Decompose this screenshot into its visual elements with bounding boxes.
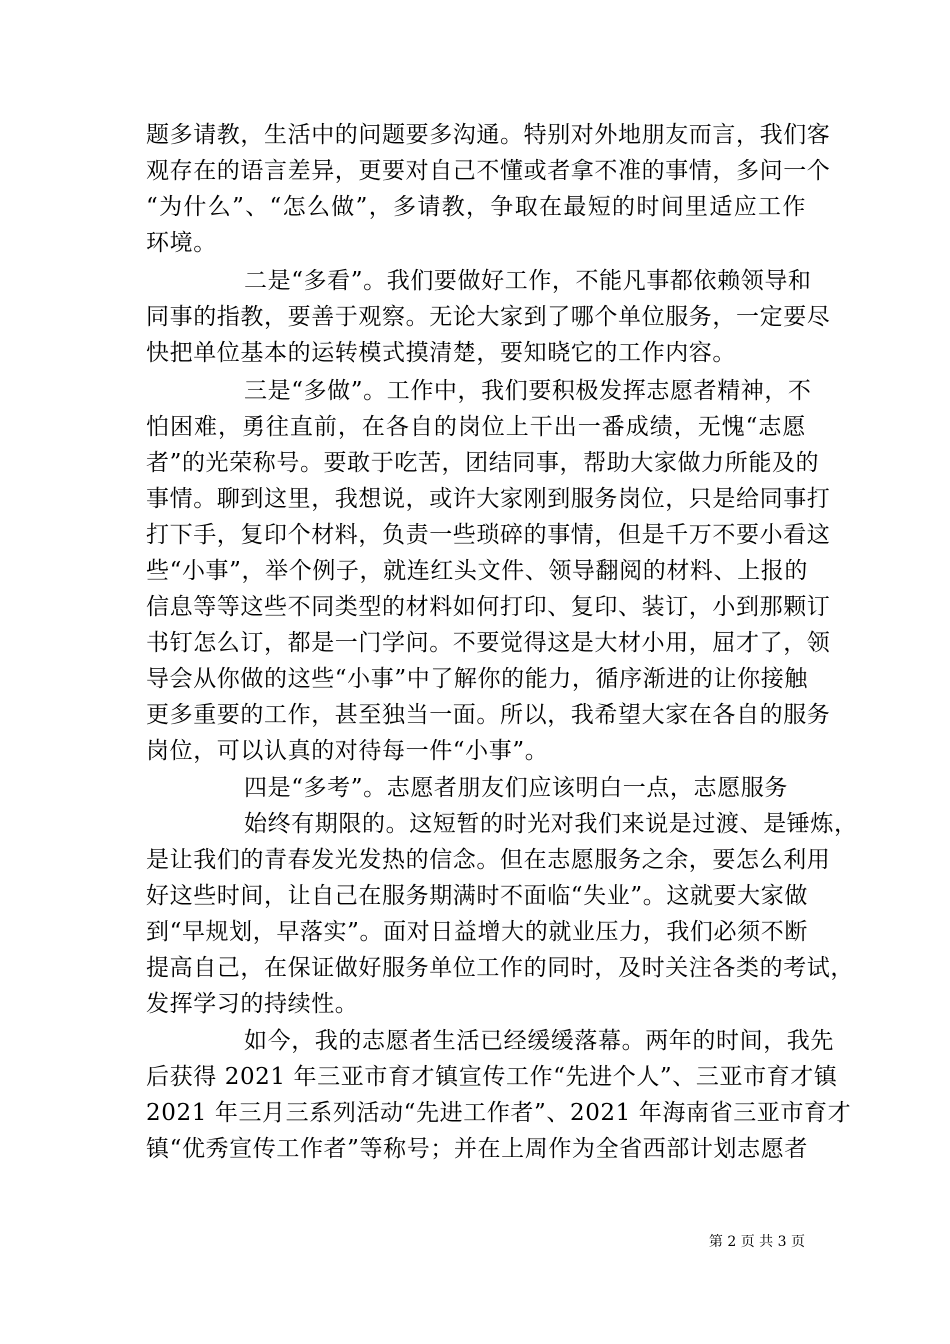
text-line: 2021 年三月三系列活动“先进工作者”、2021 年海南省三亚市育才 [146,1100,852,1126]
text-line: 四是“多考”。志愿者朋友们应该明白一点，志愿服务 [244,775,788,801]
text-line: 事情。聊到这里，我想说，或许大家刚到服务岗位，只是给同事打 [146,486,831,512]
text-line: 题多请教，生活中的问题要多沟通。特别对外地朋友而言，我们客 [146,122,831,148]
text-line: 好这些时间，让自己在服务期满时不面临“失业”。这就要大家做 [146,883,808,909]
text-line: 些“小事”，举个例子，就连红头文件、领导翻阅的材料、上报的 [146,558,808,584]
page-footer: 第 2 页 共 3 页 [708,1234,805,1250]
text-line: 快把单位基本的运转模式摸清楚，要知晓它的工作内容。 [146,340,736,366]
text-line: 后获得 2021 年三亚市育才镇宣传工作“先进个人”、三亚市育才镇 [146,1064,838,1090]
text-line: 如今，我的志愿者生活已经缓缓落幕。两年的时间，我先 [244,1028,834,1054]
text-line: 导会从你做的这些“小事”中了解你的能力，循序渐进的让你接触 [146,666,808,692]
text-line: 到“早规划，早落实”。面对日益增大的就业压力，我们必须不断 [146,919,808,945]
text-line: 同事的指教，要善于观察。无论大家到了哪个单位服务，一定要尽 [146,304,831,330]
text-line: 更多重要的工作，甚至独当一面。所以，我希望大家在各自的服务 [146,702,831,728]
text-line: 岗位，可以认真的对待每一件“小事”。 [146,738,549,764]
text-line: 观存在的语言差异，更要对自己不懂或者拿不准的事情，多问一个 [146,158,831,184]
text-line: “为什么”、“怎么做”，多请教，争取在最短的时间里适应工作 [146,194,806,220]
text-line: 是让我们的青春发光发热的信念。但在志愿服务之余，要怎么利用 [146,847,831,873]
text-line: 三是“多做”。工作中，我们要积极发挥志愿者精神，不 [244,378,812,404]
text-line: 者”的光荣称号。要敢于吃苦，团结同事，帮助大家做力所能及的 [146,450,820,476]
text-line: 提高自己，在保证做好服务单位工作的同时，及时关注各类的考试， [146,955,854,981]
text-line: 环境。 [146,230,217,256]
text-line: 书钉怎么订，都是一门学问。不要觉得这是大材小用，屈才了，领 [146,630,831,656]
text-line: 怕困难，勇往直前，在各自的岗位上干出一番成绩，无愧“志愿 [146,414,806,440]
text-line: 发挥学习的持续性。 [146,991,359,1017]
text-line: 始终有期限的。这短暂的时光对我们来说是过渡、是锤炼， [244,811,858,837]
text-line: 打下手，复印个材料，负责一些琐碎的事情，但是千万不要小看这 [146,522,831,548]
text-line: 二是“多看”。我们要做好工作，不能凡事都依赖领导和 [244,268,812,294]
text-line: 信息等等这些不同类型的材料如何打印、复印、装订，小到那颗订 [146,594,831,620]
text-line: 镇“优秀宣传工作者”等称号；并在上周作为全省西部计划志愿者 [146,1136,808,1162]
